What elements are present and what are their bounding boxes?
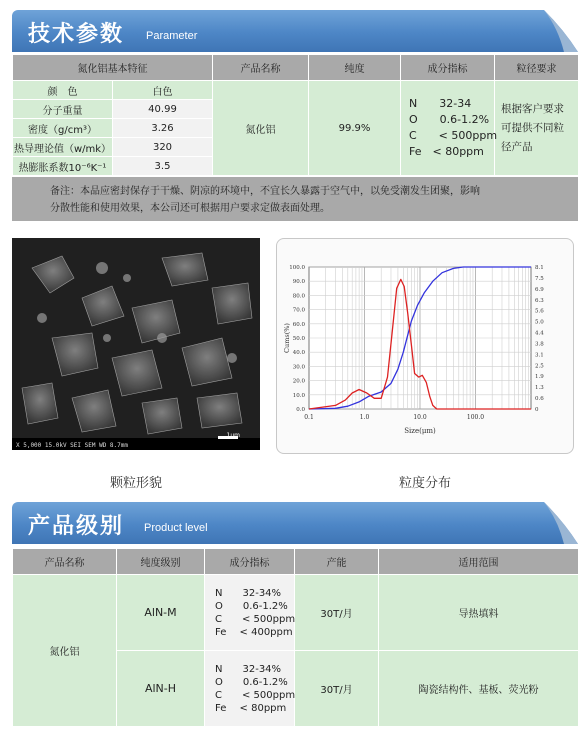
- header-product-name: 产品名称: [13, 549, 117, 575]
- y-tick-label-left: 70.0: [292, 307, 305, 314]
- parameter-table: [12, 54, 578, 176]
- y-tick-label-left: 100.0: [289, 265, 305, 271]
- sem-scalebar-label: 1μm: [226, 432, 240, 439]
- note-line: 分散性能和使用效果，本公司还可根据用户要求定做表面处理。: [50, 203, 330, 214]
- x-tick-label: 10.0: [413, 414, 427, 421]
- capacity-cell: 30T/月: [295, 651, 379, 727]
- spec-line: C < 500ppm: [215, 689, 296, 701]
- usage-cell: 陶瓷结构件、基板、荧光粉: [379, 651, 579, 727]
- x-axis-label: Size(μm): [404, 427, 436, 435]
- header-spec: 成分指标: [401, 55, 495, 81]
- y-tick-label-right: 3.8: [535, 341, 544, 348]
- y-tick-label-left: 40.0: [292, 350, 305, 357]
- psd-svg: [277, 239, 573, 453]
- table-row: [13, 575, 579, 651]
- prop-value: 3.5: [113, 157, 213, 176]
- spec-line: O 0.6-1.2%: [215, 676, 288, 688]
- spec-line: N 32-34: [409, 97, 472, 110]
- y-tick-label-right: 8.1: [535, 265, 544, 271]
- note-line: 备注：本品应密封保存于干燥、阴凉的环境中，不宜长久暴露于空气中，以免受潮发生团聚，影响: [50, 186, 480, 197]
- y-tick-label-left: 50.0: [292, 336, 305, 342]
- y-tick-label-right: 0.6: [535, 396, 544, 403]
- prop-value: 320: [113, 138, 213, 157]
- y-tick-label-right: 1.9: [535, 374, 544, 381]
- sem-info: X 5,000 15.0kV SEI SEM WD 8.7mm: [16, 442, 128, 449]
- y-axis-label: Cums(%): [283, 323, 291, 353]
- product-level-banner: [12, 502, 578, 544]
- y-tick-label-left: 30.0: [292, 364, 305, 371]
- basic-feature-header: 氮化铝基本特征: [13, 55, 213, 81]
- section-title: 产品级别: [28, 514, 125, 539]
- capacity-cell: 30T/月: [295, 575, 379, 651]
- sem-micrograph: [12, 238, 260, 450]
- y-tick-label-right: 0: [535, 407, 539, 413]
- section-subtitle: Parameter: [146, 30, 198, 42]
- y-tick-label-left: 20.0: [292, 378, 305, 385]
- y-tick-label-right: 7.5: [535, 275, 544, 282]
- prop-label: 颜 色: [13, 81, 113, 100]
- y-tick-label-left: 80.0: [292, 293, 305, 300]
- y-tick-label-left: 90.0: [292, 279, 305, 286]
- spec-line: Fe < 80ppm: [409, 145, 484, 158]
- x-tick-label: 1.0: [359, 414, 370, 421]
- storage-note: [12, 177, 578, 221]
- size-requirement-cell: [495, 81, 579, 176]
- prop-label: 分子重量: [13, 100, 113, 119]
- header-spec: 成分指标: [205, 549, 295, 575]
- chart-caption: 粒度分布: [398, 476, 451, 491]
- spec-line: C < 500ppm: [215, 613, 296, 625]
- x-tick-label: 0.1: [304, 414, 314, 421]
- y-tick-label-right: 5.0: [535, 319, 544, 326]
- y-tick-label-left: 10.0: [292, 392, 305, 399]
- prop-label: 热导理论值（w/mk）: [13, 138, 113, 157]
- prop-label: 热膨胀系数10⁻⁶K⁻¹: [13, 157, 113, 176]
- prop-value: 3.26: [113, 119, 213, 138]
- y-tick-label-right: 6.3: [535, 297, 544, 304]
- header-usage: 适用范围: [379, 549, 579, 575]
- y-tick-label-right: 3.1: [535, 352, 544, 359]
- y-tick-label-right: 4.4: [535, 330, 544, 337]
- x-tick-label: 100.0: [466, 414, 485, 421]
- section-title: 技术参数: [28, 22, 125, 47]
- header-capacity: 产能: [295, 549, 379, 575]
- page-curl-icon: [544, 502, 578, 544]
- spec-line: C < 500ppm: [409, 129, 498, 142]
- spec-cell: [205, 651, 295, 727]
- section-subtitle: Product level: [144, 522, 208, 534]
- spec-line: O 0.6-1.2%: [215, 600, 288, 612]
- prop-label: 密度（g/cm³）: [13, 119, 113, 138]
- header-size: 粒径要求: [495, 55, 579, 81]
- spec-line: O 0.6-1.2%: [409, 113, 490, 126]
- y-tick-label-left: 60.0: [292, 321, 305, 328]
- grade-cell: AlN-H: [117, 651, 205, 727]
- spec-line: N 32-34%: [215, 663, 282, 675]
- product-level-table: [12, 548, 578, 727]
- spec-line: N 32-34%: [215, 587, 282, 599]
- spec-line: Fe < 80ppm: [215, 702, 287, 714]
- particle-size-chart: [276, 238, 574, 454]
- parameter-banner: [12, 10, 578, 52]
- y-tick-label-right: 1.3: [535, 385, 544, 392]
- spec-cell: [205, 575, 295, 651]
- header-grade: 纯度级别: [117, 549, 205, 575]
- y-tick-label-right: 2.5: [535, 363, 544, 370]
- y-tick-label-right: 6.9: [535, 286, 544, 293]
- y-tick-label-right: 5.6: [535, 308, 544, 315]
- prop-value: 白色: [113, 81, 213, 100]
- header-product-name: 产品名称: [213, 55, 309, 81]
- header-purity: 纯度: [309, 55, 401, 81]
- size-requirement-text: 根据客户要求可提供不同粒径产品: [501, 102, 564, 153]
- page-curl-icon: [544, 10, 578, 52]
- sem-caption: 颗粒形貌: [109, 476, 162, 491]
- product-name-cell: 氮化铝: [213, 81, 309, 176]
- spec-cell: [401, 81, 498, 176]
- spec-line: Fe < 400ppm: [215, 626, 293, 638]
- product-name-cell: 氮化铝: [13, 575, 117, 727]
- grade-cell: AlN-M: [117, 575, 205, 651]
- usage-cell: 导热填料: [379, 575, 579, 651]
- purity-cell: 99.9%: [309, 81, 401, 176]
- y-tick-label-left: 0.0: [296, 407, 305, 413]
- particle-image: [12, 238, 260, 450]
- prop-value: 40.99: [113, 100, 213, 119]
